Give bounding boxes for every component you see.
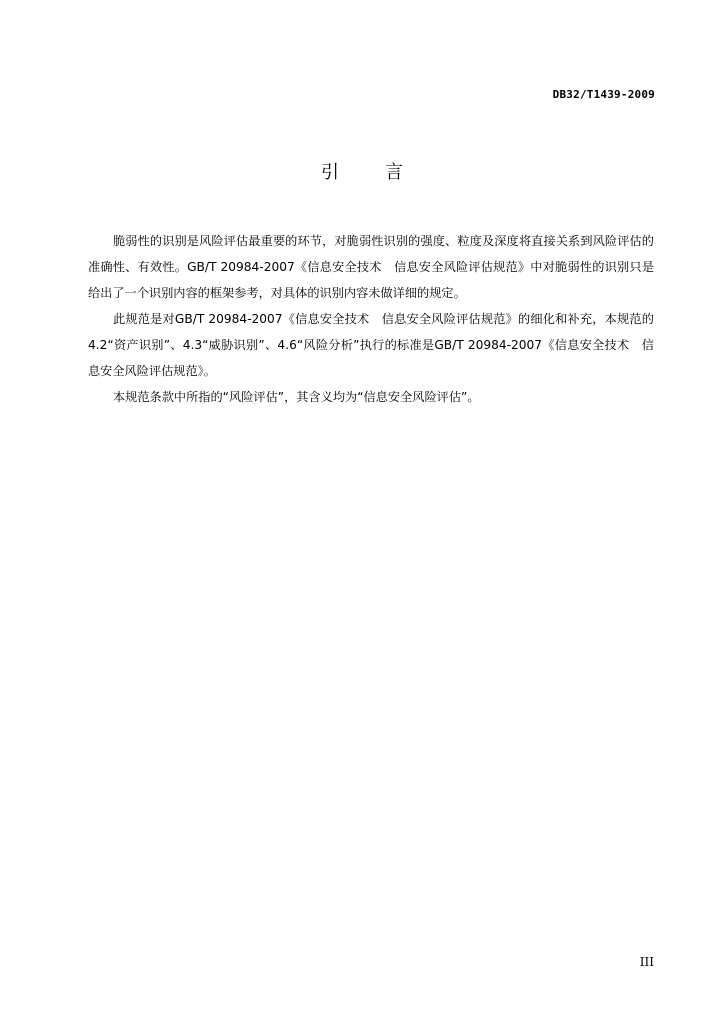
page-title — [0, 158, 724, 184]
title-char-1: 引 — [321, 162, 339, 183]
paragraph-2: 此规范是对GB/T 20984-2007《信息安全技术 信息安全风险评估规范》的细化和补充，本规范的4.2“资产识别”、4.3“威胁识别”、4.6“风险分析”执行的标准是GB/T 20984-2007《信息安全技术 信息安全风险评估规范》。 — [88, 312, 654, 378]
body-text — [88, 228, 654, 410]
document-code: DB32/T1439-2009 — [552, 88, 655, 101]
paragraph-1: 脆弱性的识别是风险评估最重要的环节，对脆弱性识别的强度、粒度及深度将直接关系到风险评估的准确性、有效性。GB/T 20984-2007《信息安全技术 信息安全风险评估规范》中对脆弱性的识别只是给出了一个识别内容的框架参考，对具体的识别内容未做详细的规定。 — [88, 234, 654, 300]
paragraph-3: 本规范条款中所指的“风险评估”，其含义均为“信息安全风险评估”。 — [113, 390, 480, 404]
page-number: III — [639, 955, 654, 969]
title-char-2: 言 — [385, 162, 403, 183]
